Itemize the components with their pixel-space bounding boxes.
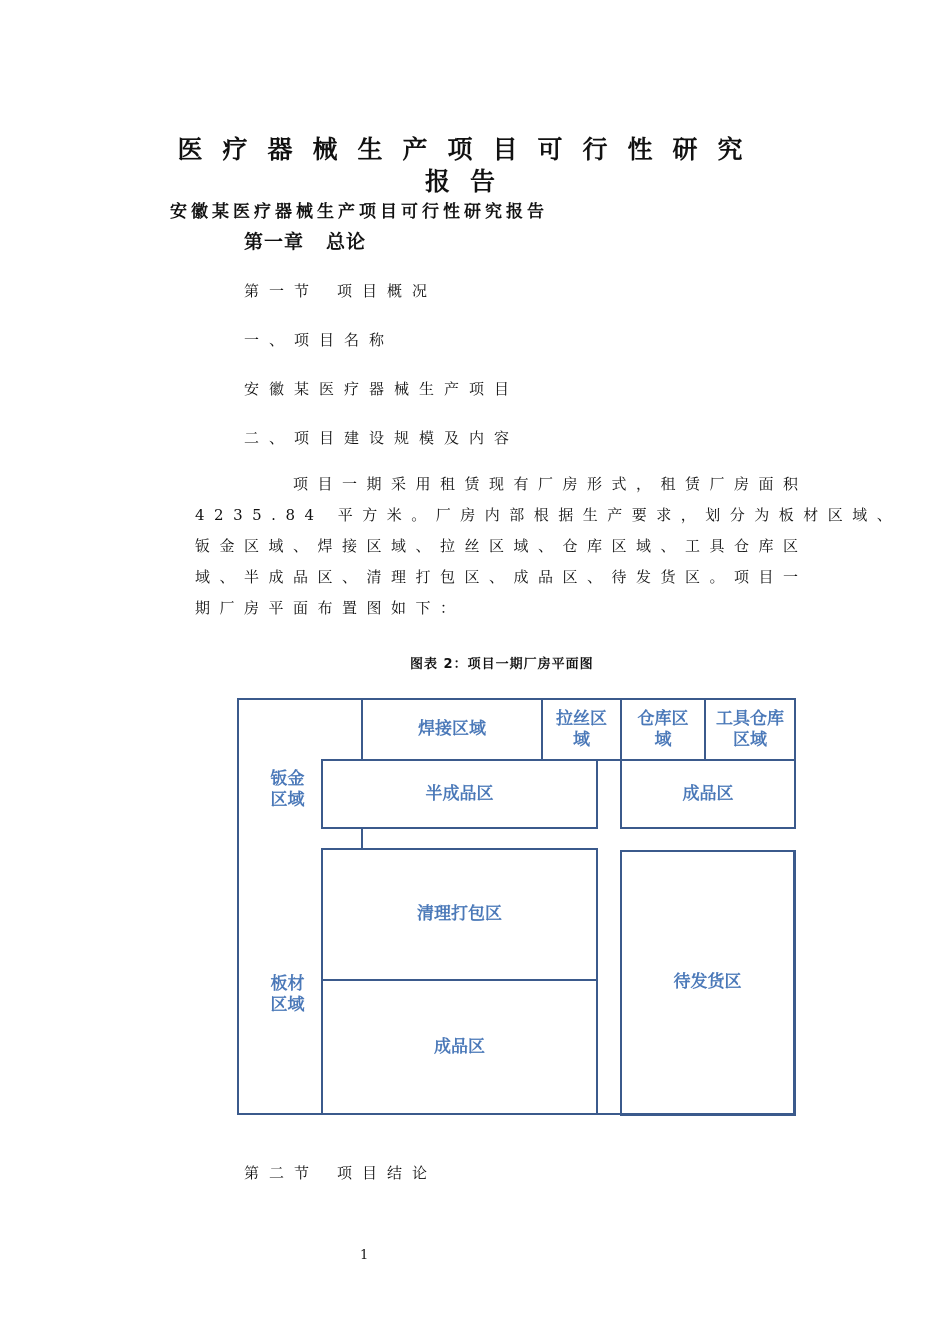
zone-semi-finished: 半成品区 [321, 759, 598, 829]
section2-title: 项目结论 [337, 1164, 438, 1182]
zone-drawing: 拉丝区 域 [541, 698, 622, 761]
zone-cleaning-packing: 清理打包区 [321, 848, 598, 981]
paragraph-line: 域、半成品区、清理打包区、成品区、待发货区。项目一 [195, 568, 808, 586]
item2-heading: 二、项目建设规模及内容 [244, 429, 520, 447]
paragraph-line: 钣金区域、焊接区域、拉丝区域、仓库区域、工具仓库区 [195, 537, 808, 555]
zone-finished-bottom: 成品区 [321, 979, 598, 1115]
paragraph-line: 4235.84 平方米。厂房内部根据生产要求，划分为板材区域、 [195, 506, 902, 524]
section1-title: 项目概况 [337, 282, 438, 300]
zone-board: 板材 区域 [270, 974, 305, 1015]
paragraph-line: 项目一期采用租赁现有厂房形式，租赁厂房面积 [195, 475, 808, 493]
paragraph-line: 期厂房平面布置图如下： [195, 599, 465, 617]
doc-title-line2: 报告 [424, 167, 515, 196]
item1-heading: 一、项目名称 [244, 331, 395, 349]
section2-heading [244, 1162, 437, 1183]
section2-number: 第二节 [244, 1164, 320, 1182]
chapter-number: 第一章 [244, 231, 305, 253]
zone-welding: 焊接区域 [361, 698, 543, 761]
project-name: 安徽某医疗器械生产项目 [244, 380, 520, 398]
figure-caption: 图表 2：项目一期厂房平面图 [410, 657, 594, 672]
scale-paragraph [195, 469, 902, 624]
chapter-heading [244, 227, 366, 254]
zone-bottom-connector [596, 1113, 622, 1115]
page-number: 1 [360, 1248, 369, 1263]
doc-title-line1: 医疗器械生产项目可行性研究 [177, 135, 763, 164]
zone-warehouse: 仓库区 域 [620, 698, 706, 761]
zone-tool-warehouse: 工具仓库 区域 [704, 698, 796, 761]
zone-finished-top: 成品区 [620, 759, 796, 829]
doc-subtitle: 安徽某医疗器械生产项目可行性研究报告 [170, 202, 548, 222]
zone-sheet-metal: 钣金 区域 [270, 769, 305, 810]
chapter-title: 总论 [326, 231, 367, 253]
zone-pending-shipment: 待发货区 [620, 850, 796, 1116]
section1-heading [244, 280, 437, 301]
section1-number: 第一节 [244, 282, 320, 300]
